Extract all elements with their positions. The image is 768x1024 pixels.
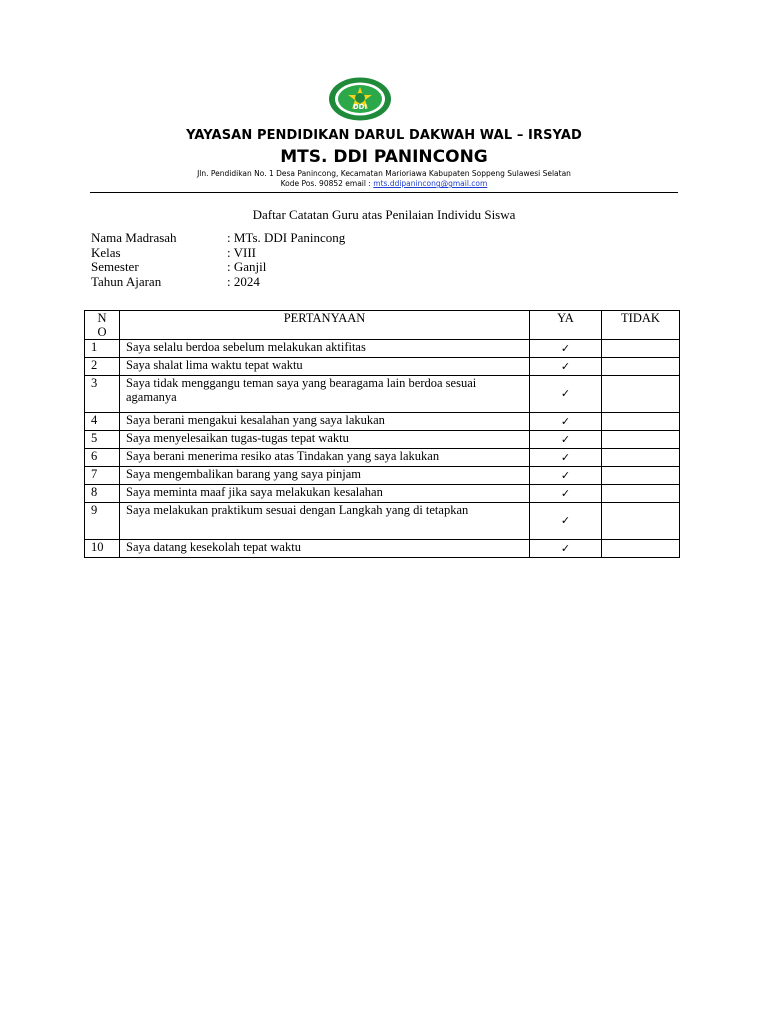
table-row [85,340,680,358]
foundation-name: YAYASAN PENDIDIKAN DARUL DAKWAH WAL – IRSYAD [186,128,582,143]
yes-check-icon: ✓ [530,485,602,503]
info-row [91,231,345,246]
svg-text:DDI: DDI [352,103,368,111]
row-number: 7 [85,467,120,485]
no-answer-cell [602,340,680,358]
yes-check-icon: ✓ [530,431,602,449]
email-link[interactable]: mts.ddipanincong@gmail.com [373,179,488,188]
yes-check-icon: ✓ [530,467,602,485]
info-label: Kelas [91,244,121,260]
school-address: Jln. Pendidikan No. 1 Desa Panincong, Kecamatan Marioriawa Kabupaten Soppeng Sulawesi Selatan [197,169,571,178]
yes-check-icon: ✓ [530,340,602,358]
table-row [85,376,680,413]
row-number: 5 [85,431,120,449]
yes-check-icon: ✓ [530,503,602,540]
info-row [91,260,345,275]
table-row [85,431,680,449]
row-question: Saya shalat lima waktu tepat waktu [120,358,530,376]
info-value: : MTs. DDI Panincong [227,230,346,245]
row-question: Saya berani menerima resiko atas Tindakan yang saya lakukan [120,449,530,467]
row-number: 4 [85,413,120,431]
assessment-table [84,310,680,558]
no-answer-cell [602,449,680,467]
row-question: Saya mengembalikan barang yang saya pinjam [120,467,530,485]
no-answer-cell [602,431,680,449]
yes-check-icon: ✓ [530,376,602,413]
header-no-answer: TIDAK [602,311,680,340]
yes-check-icon: ✓ [530,413,602,431]
table-row [85,413,680,431]
info-row [91,275,345,290]
row-number: 8 [85,485,120,503]
row-question: Saya selalu berdoa sebelum melakukan aktifitas [120,340,530,358]
header-divider [90,192,678,193]
info-label: Tahun Ajaran [91,273,162,289]
no-answer-cell [602,376,680,413]
row-number: 6 [85,449,120,467]
school-contact [0,179,768,188]
table-body [85,340,680,558]
table-row [85,540,680,558]
row-question: Saya berani mengakui kesalahan yang saya lakukan [120,413,530,431]
header-question: PERTANYAAN [120,311,530,340]
document-title: Daftar Catatan Guru atas Penilaian Individu Siswa [252,207,516,222]
row-question: Saya tidak menggangu teman saya yang bearagama lain berdoa sesuai agamanya [120,376,530,413]
header-no: N O [85,311,120,340]
info-value: : Ganjil [227,259,267,274]
row-question: Saya melakukan praktikum sesuai dengan Langkah yang di tetapkan [120,503,530,540]
postal-code-label: Kode Pos. 90852 email : [280,179,374,188]
school-logo-icon [327,76,393,122]
table-row [85,503,680,540]
no-answer-cell [602,358,680,376]
info-value: : 2024 [227,273,260,289]
yes-check-icon: ✓ [530,540,602,558]
table-row [85,485,680,503]
no-answer-cell [602,467,680,485]
table-row [85,358,680,376]
no-answer-cell [602,503,680,540]
row-number: 3 [85,376,120,413]
identity-block [91,231,345,289]
row-question: Saya menyelesaikan tugas-tugas tepat waktu [120,431,530,449]
table-header-row [85,311,680,340]
info-label: Nama Madrasah [91,230,177,245]
info-row [91,246,345,261]
school-name: MTS. DDI PANINCONG [280,147,488,167]
header-yes: YA [530,311,602,340]
row-number: 9 [85,503,120,540]
yes-check-icon: ✓ [530,358,602,376]
table-row [85,467,680,485]
no-answer-cell [602,413,680,431]
info-value: : VIII [227,244,257,260]
table-row [85,449,680,467]
yes-check-icon: ✓ [530,449,602,467]
no-answer-cell [602,540,680,558]
row-number: 2 [85,358,120,376]
info-label: Semester [91,259,139,274]
row-question: Saya meminta maaf jika saya melakukan kesalahan [120,485,530,503]
row-number: 10 [85,540,120,558]
no-answer-cell [602,485,680,503]
row-number: 1 [85,340,120,358]
row-question: Saya datang kesekolah tepat waktu [120,540,530,558]
